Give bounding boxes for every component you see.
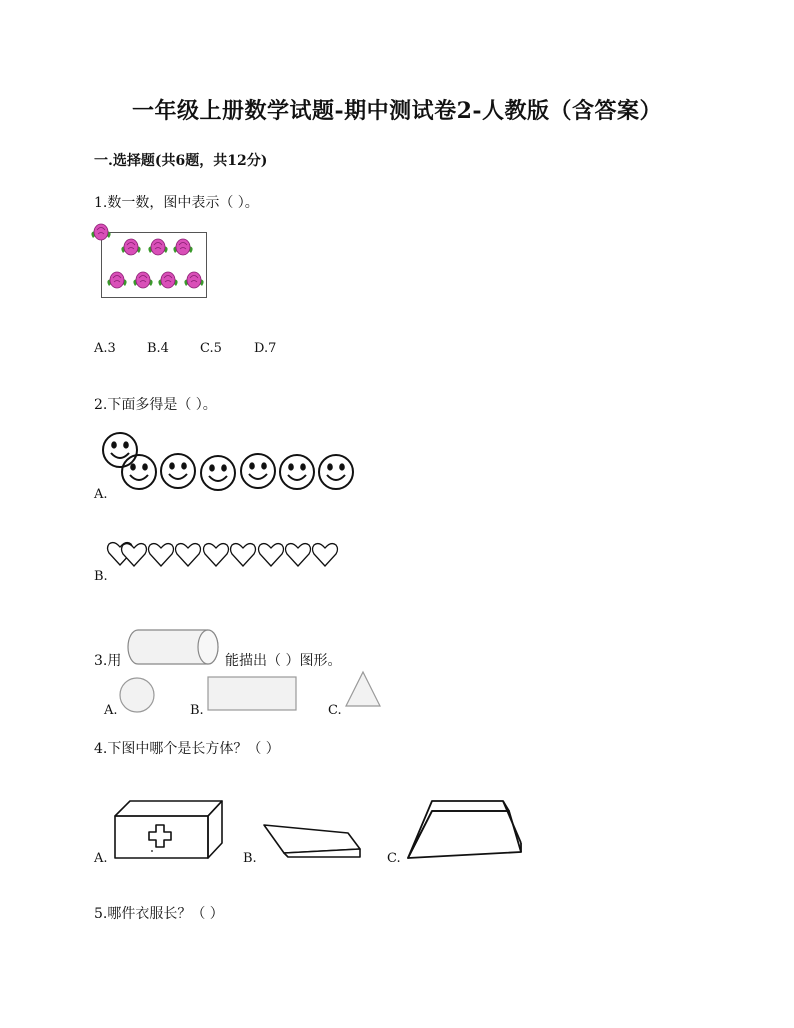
q3-option-a[interactable]: A. [104, 703, 118, 718]
smiley-icon [161, 454, 195, 488]
q1-option-b[interactable]: B.4 [147, 341, 169, 356]
circle-shape [119, 677, 159, 717]
roses-picture [101, 232, 207, 298]
q4-option-a[interactable]: A. [94, 851, 108, 866]
heart-icon [286, 544, 311, 566]
smiley-icon [201, 456, 235, 490]
question-3-prefix: 3.用 [94, 653, 122, 669]
wedge-picture [262, 823, 362, 861]
q4-option-c[interactable]: C. [387, 851, 401, 866]
section-heading: 一.选择题(共6题，共12分) [94, 153, 268, 169]
q2-option-b[interactable]: B. [94, 569, 108, 584]
heart-icon [149, 544, 174, 566]
q1-option-c[interactable]: C.5 [200, 341, 222, 356]
rectangle-shape [207, 676, 299, 712]
heart-icon [313, 544, 338, 566]
question-1-text: 1.数一数，图中表示（ ）。 [94, 195, 259, 211]
question-4-text: 4.下图中哪个是长方体？（ ） [94, 741, 280, 757]
heart-icon [259, 544, 284, 566]
q3-option-c[interactable]: C. [328, 703, 342, 718]
heart-icon [122, 544, 147, 566]
smiley-icon [122, 455, 156, 489]
medicine-box-picture [112, 799, 227, 861]
heart-icon [176, 544, 201, 566]
question-2-text: 2.下面多得是（ ）。 [94, 397, 217, 413]
document-title: 一年级上册数学试题-期中测试卷2-人教版（含答案） [131, 98, 663, 124]
question-5-text: 5.哪件衣服长？（ ） [94, 906, 224, 922]
hearts-row [120, 543, 340, 569]
q1-option-d[interactable]: D.7 [254, 341, 277, 356]
q2-option-a[interactable]: A. [94, 487, 108, 502]
question-3-suffix: 能描出（ ）图形。 [225, 653, 342, 669]
smiley-icon [280, 455, 314, 489]
smiley-icon [319, 455, 353, 489]
heart-icon [231, 544, 256, 566]
smiley-faces-row [120, 450, 360, 494]
q3-option-b[interactable]: B. [190, 703, 204, 718]
smiley-icon [241, 454, 275, 488]
q1-option-a[interactable]: A.3 [94, 341, 116, 356]
trapezoid-prism-picture [405, 799, 525, 861]
q4-option-b[interactable]: B. [243, 851, 257, 866]
heart-icon [204, 544, 229, 566]
cylinder-picture [128, 627, 224, 667]
triangle-shape [344, 670, 384, 710]
